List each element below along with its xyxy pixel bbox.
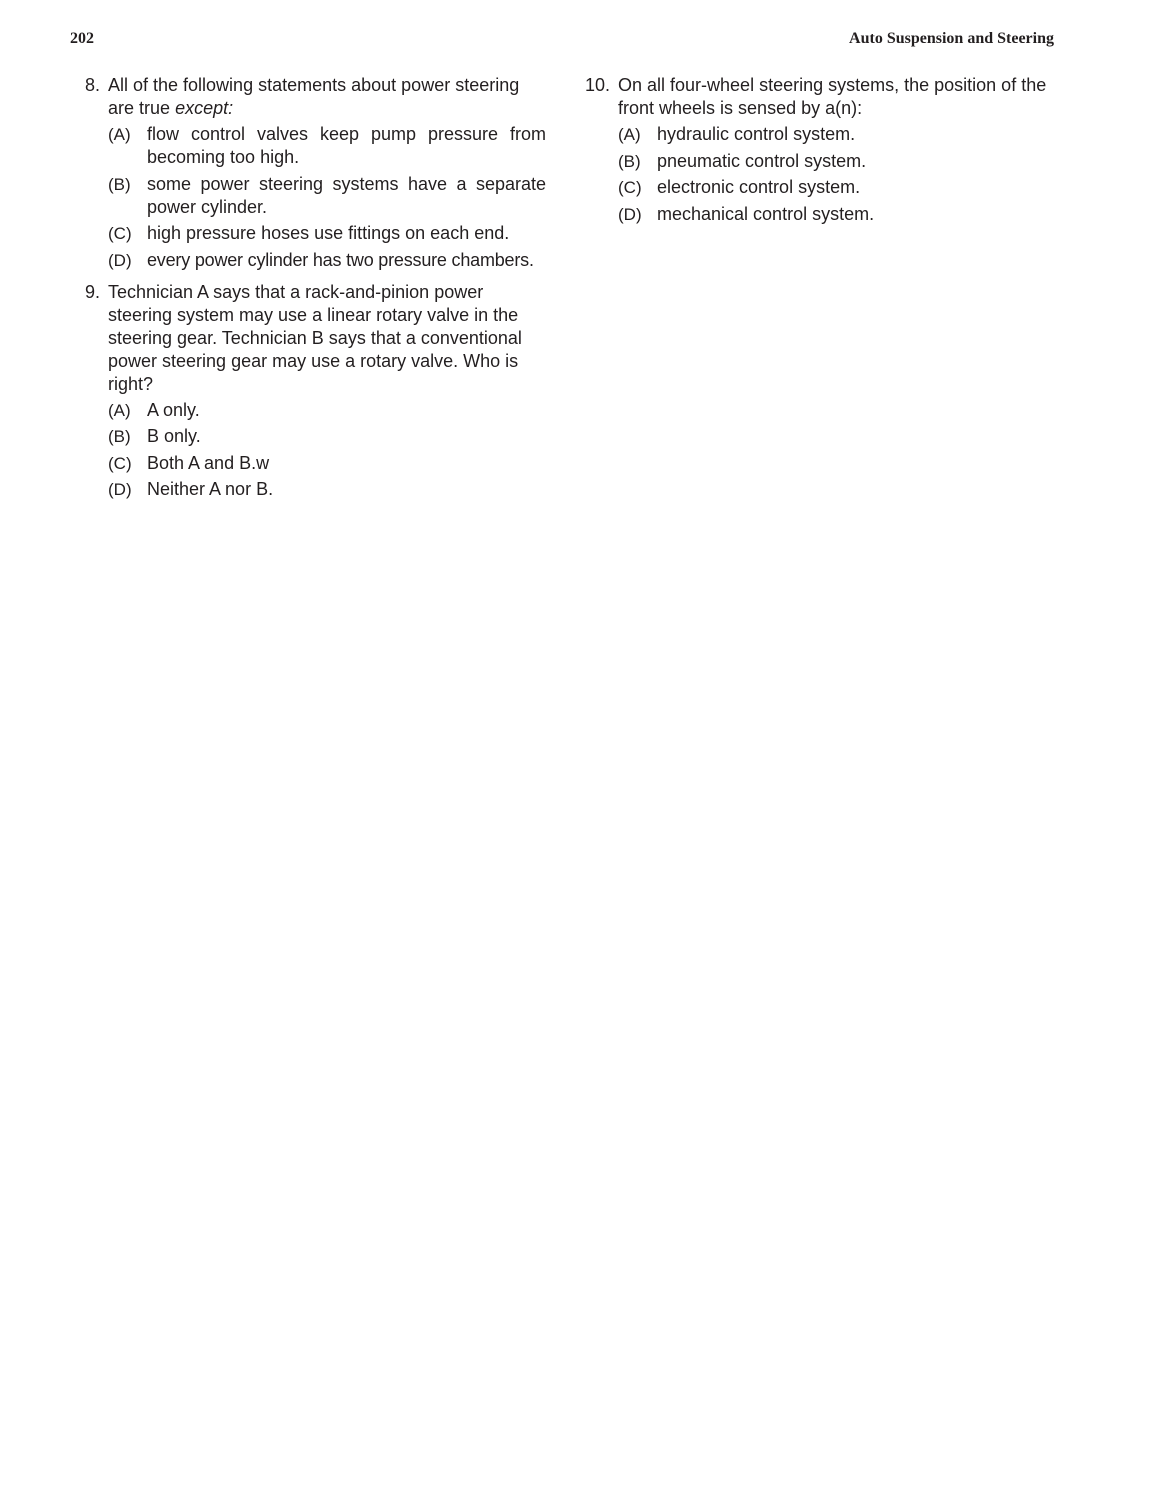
choice-text: B only. — [147, 426, 201, 446]
choice-text: mechanical control system. — [657, 203, 875, 224]
choice-text: some power steering systems have a separate power cylinder. — [147, 173, 546, 217]
choice-letter: (C) — [618, 178, 642, 197]
choice-text: high pressure hoses use fittings on each end. — [147, 223, 510, 243]
question-stem-text: All of the following statements about power steering are true — [108, 75, 520, 118]
question-stem: On all four-wheel steering systems, the position of the front wheels is sensed by a(n): — [618, 75, 1047, 118]
choice-letter: (A) — [618, 125, 641, 144]
choice-letter: (B) — [108, 174, 131, 194]
page-number: 202 — [70, 30, 94, 47]
choice-letter: (D) — [618, 204, 642, 224]
choice-text: flow control valves keep pump pressure from becoming too high. — [147, 124, 546, 167]
running-title: Auto Suspension and Steering — [849, 30, 1054, 47]
question-number: 8. — [84, 75, 100, 95]
answer-choice-c — [108, 222, 546, 245]
question-number: 10. — [584, 75, 610, 95]
answer-choice-c — [108, 452, 546, 475]
choice-letter: (D) — [108, 250, 132, 270]
choice-text: electronic control system. — [657, 177, 861, 197]
answer-choice-a — [108, 399, 546, 422]
answer-choice-d — [108, 249, 546, 272]
choice-text: pneumatic control system. — [657, 150, 867, 171]
answer-choice-b — [108, 425, 546, 448]
choice-letter: (A) — [108, 125, 131, 144]
choice-letter: (B) — [108, 427, 131, 446]
question-stem — [108, 74, 546, 120]
right-column — [576, 74, 1056, 235]
answer-choice-d — [108, 478, 546, 501]
page-header — [70, 30, 1054, 52]
question-10 — [576, 74, 1056, 226]
question-number: 9. — [84, 281, 100, 302]
choice-text: A only. — [147, 399, 200, 420]
choice-text: every power cylinder has two pressure chambers. — [147, 249, 534, 270]
choice-text: Neither A nor B. — [147, 479, 274, 499]
answer-choice-b — [108, 173, 546, 219]
answer-choice-b — [618, 150, 1056, 173]
answer-choice-d — [618, 203, 1056, 226]
question-stem: Technician A says that a rack-and-pinion power steering system may use a linear rotary valve in the steering gear. Technician B says that a conventional power steering gear may use a rotary valve. Who is right? — [108, 281, 522, 394]
choice-letter: (C) — [108, 224, 132, 243]
question-stem-emphasis: except: — [175, 98, 234, 118]
answer-choice-a — [108, 123, 546, 169]
answer-choice-c — [618, 176, 1056, 199]
choice-letter: (C) — [108, 453, 132, 473]
question-9 — [70, 281, 546, 502]
choice-text: Both A and B.w — [147, 452, 270, 473]
left-column — [70, 74, 546, 510]
choice-letter: (A) — [108, 400, 131, 420]
question-8 — [70, 74, 546, 272]
choice-letter: (B) — [618, 151, 641, 171]
choice-text: hydraulic control system. — [657, 124, 856, 144]
choice-letter: (D) — [108, 480, 132, 499]
answer-choice-a — [618, 123, 1056, 146]
